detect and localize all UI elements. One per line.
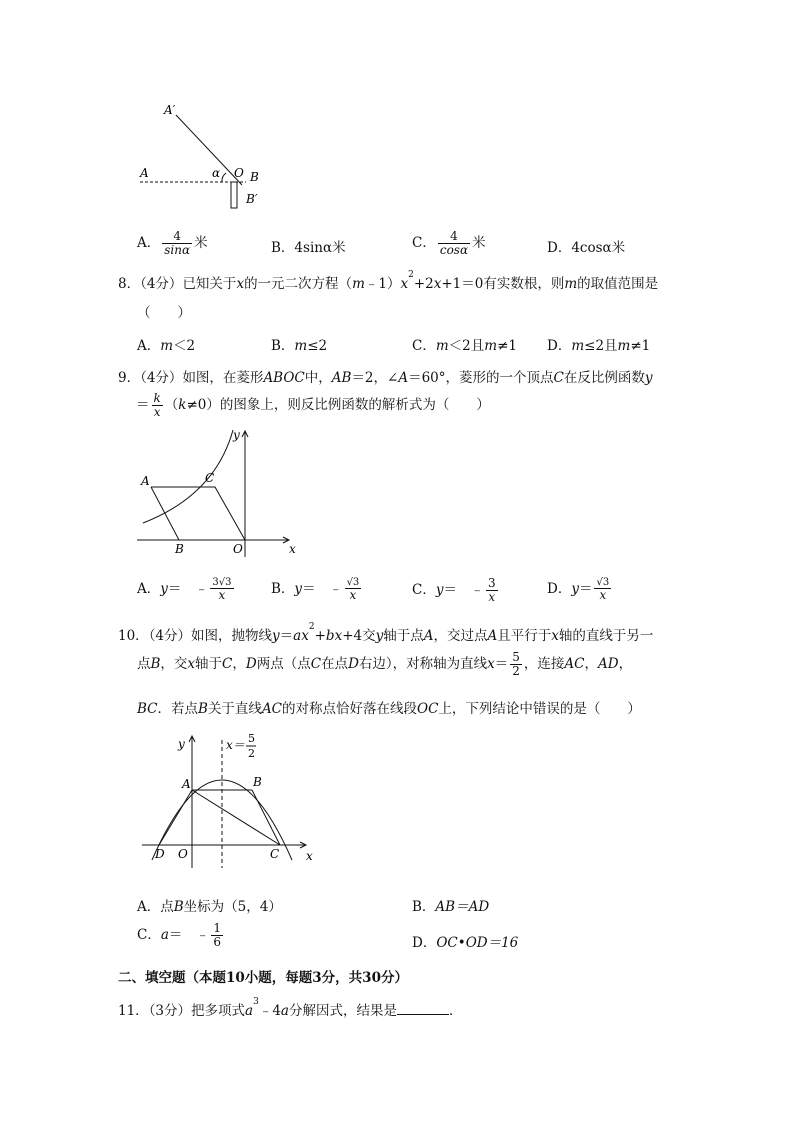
q9-option-b[interactable]: B．y＝ ﹣ $\frac{√3}{x}$ [271, 577, 360, 602]
fig10-label-x: x [306, 849, 313, 863]
q8-option-d[interactable]: D．m≤2且m≠1 [547, 338, 651, 354]
figure-q10 [140, 730, 325, 870]
q10-stem-line2: 点B，交x轴于C，D两点（点C在点D右边），对称轴为直线x＝ $\frac{5}{2}$ ，连接AC，AD， [137, 650, 633, 679]
q7-option-b[interactable]: B．4sinα米 [271, 240, 346, 256]
q8-option-c[interactable]: C．m＜2且m≠1 [412, 338, 517, 354]
label-b: B [250, 170, 259, 184]
q9-option-d[interactable]: D．y＝ $\frac{√3}{x}$ [547, 577, 610, 602]
q8-option-a[interactable]: A．m＜2 [137, 338, 196, 354]
label-alpha: α [212, 166, 221, 180]
fig10-label-o: O [178, 847, 188, 861]
q8-paren: （ ） [137, 305, 191, 321]
q8-stem: 8．（4分）已知关于x的一元二次方程$(m﹣1)x^2+2x+1=0$有实数根，则m的取值范围是 [118, 270, 659, 292]
answer-blank[interactable] [397, 1002, 449, 1015]
fig10-label-c: C [270, 847, 280, 861]
fig9-label-b: B [175, 542, 184, 556]
fig9-label-c: C [205, 471, 215, 485]
q11-stem: 11．（3分）把多项式$a^3﹣4a$分解因式，结果是 ． [118, 997, 463, 1019]
fig9-label-a: A [141, 474, 150, 488]
label-a-prime: A′ [164, 103, 176, 117]
q9-stem-line2: ＝ $\frac{k}{x}$ （k≠0）的图象上，则反比例函数的解析式为（ ） [136, 391, 490, 420]
q7-option-a[interactable]: A． $\frac{4}{\sin\alpha}$ 米 [137, 229, 208, 258]
fig10-label-y: y [178, 737, 185, 751]
fig9-label-y: y [233, 428, 240, 442]
q9-option-c[interactable]: C．y＝ ﹣ $\frac{3}{x}$ [412, 576, 496, 605]
fig10-label-a: A [182, 777, 191, 791]
fig10-label-d: D [155, 847, 165, 861]
q10-option-b[interactable]: B．AB＝AD [412, 899, 490, 915]
q9-stem-line1: 9．（4分）如图，在菱形ABOC中，AB＝2，∠A＝60°，菱形的一个顶点C在反比例函数y [118, 370, 653, 386]
q8-option-b[interactable]: B．m≤2 [271, 338, 328, 354]
fig9-label-o: O [233, 542, 243, 556]
figure-q7 [130, 95, 280, 215]
label-b-prime: B′ [246, 192, 258, 206]
q10-option-c[interactable]: C．a＝ ﹣ $\frac{1}{6}$ [137, 921, 222, 950]
fig10-axis-num: 5 [248, 732, 255, 745]
figure-q9 [135, 425, 310, 565]
fig10-axis-label: x＝ [226, 738, 245, 752]
label-a: A [140, 166, 149, 180]
q10-option-a[interactable]: A．点B坐标为（5，4） [137, 899, 282, 915]
fig10-axis-den: 2 [248, 747, 255, 760]
q10-stem-line1: 10．（4分）如图，抛物线$y=ax^2+bx+4$交y轴于点A，交过点A且平行于x轴的直线于另一 [118, 622, 654, 644]
fig10-label-b: B [253, 775, 262, 789]
q9-option-a[interactable]: A．y＝ ﹣ $\frac{3√3}{x}$ [137, 577, 232, 602]
q10-option-d[interactable]: D．OC•OD＝16 [412, 935, 519, 951]
q7-option-c[interactable]: C． $\frac{4}{\cos\alpha}$ 米 [412, 229, 486, 258]
fig9-label-x: x [289, 542, 296, 556]
section-title: 二、填空题（本题10小题，每题3分，共30分） [118, 970, 408, 986]
q10-stem-line3: BC．若点B关于直线AC的对称点恰好落在线段OC上，下列结论中错误的是（ ） [137, 701, 641, 717]
q7-option-d[interactable]: D．4cosα米 [547, 240, 626, 256]
label-o: O [234, 166, 244, 180]
